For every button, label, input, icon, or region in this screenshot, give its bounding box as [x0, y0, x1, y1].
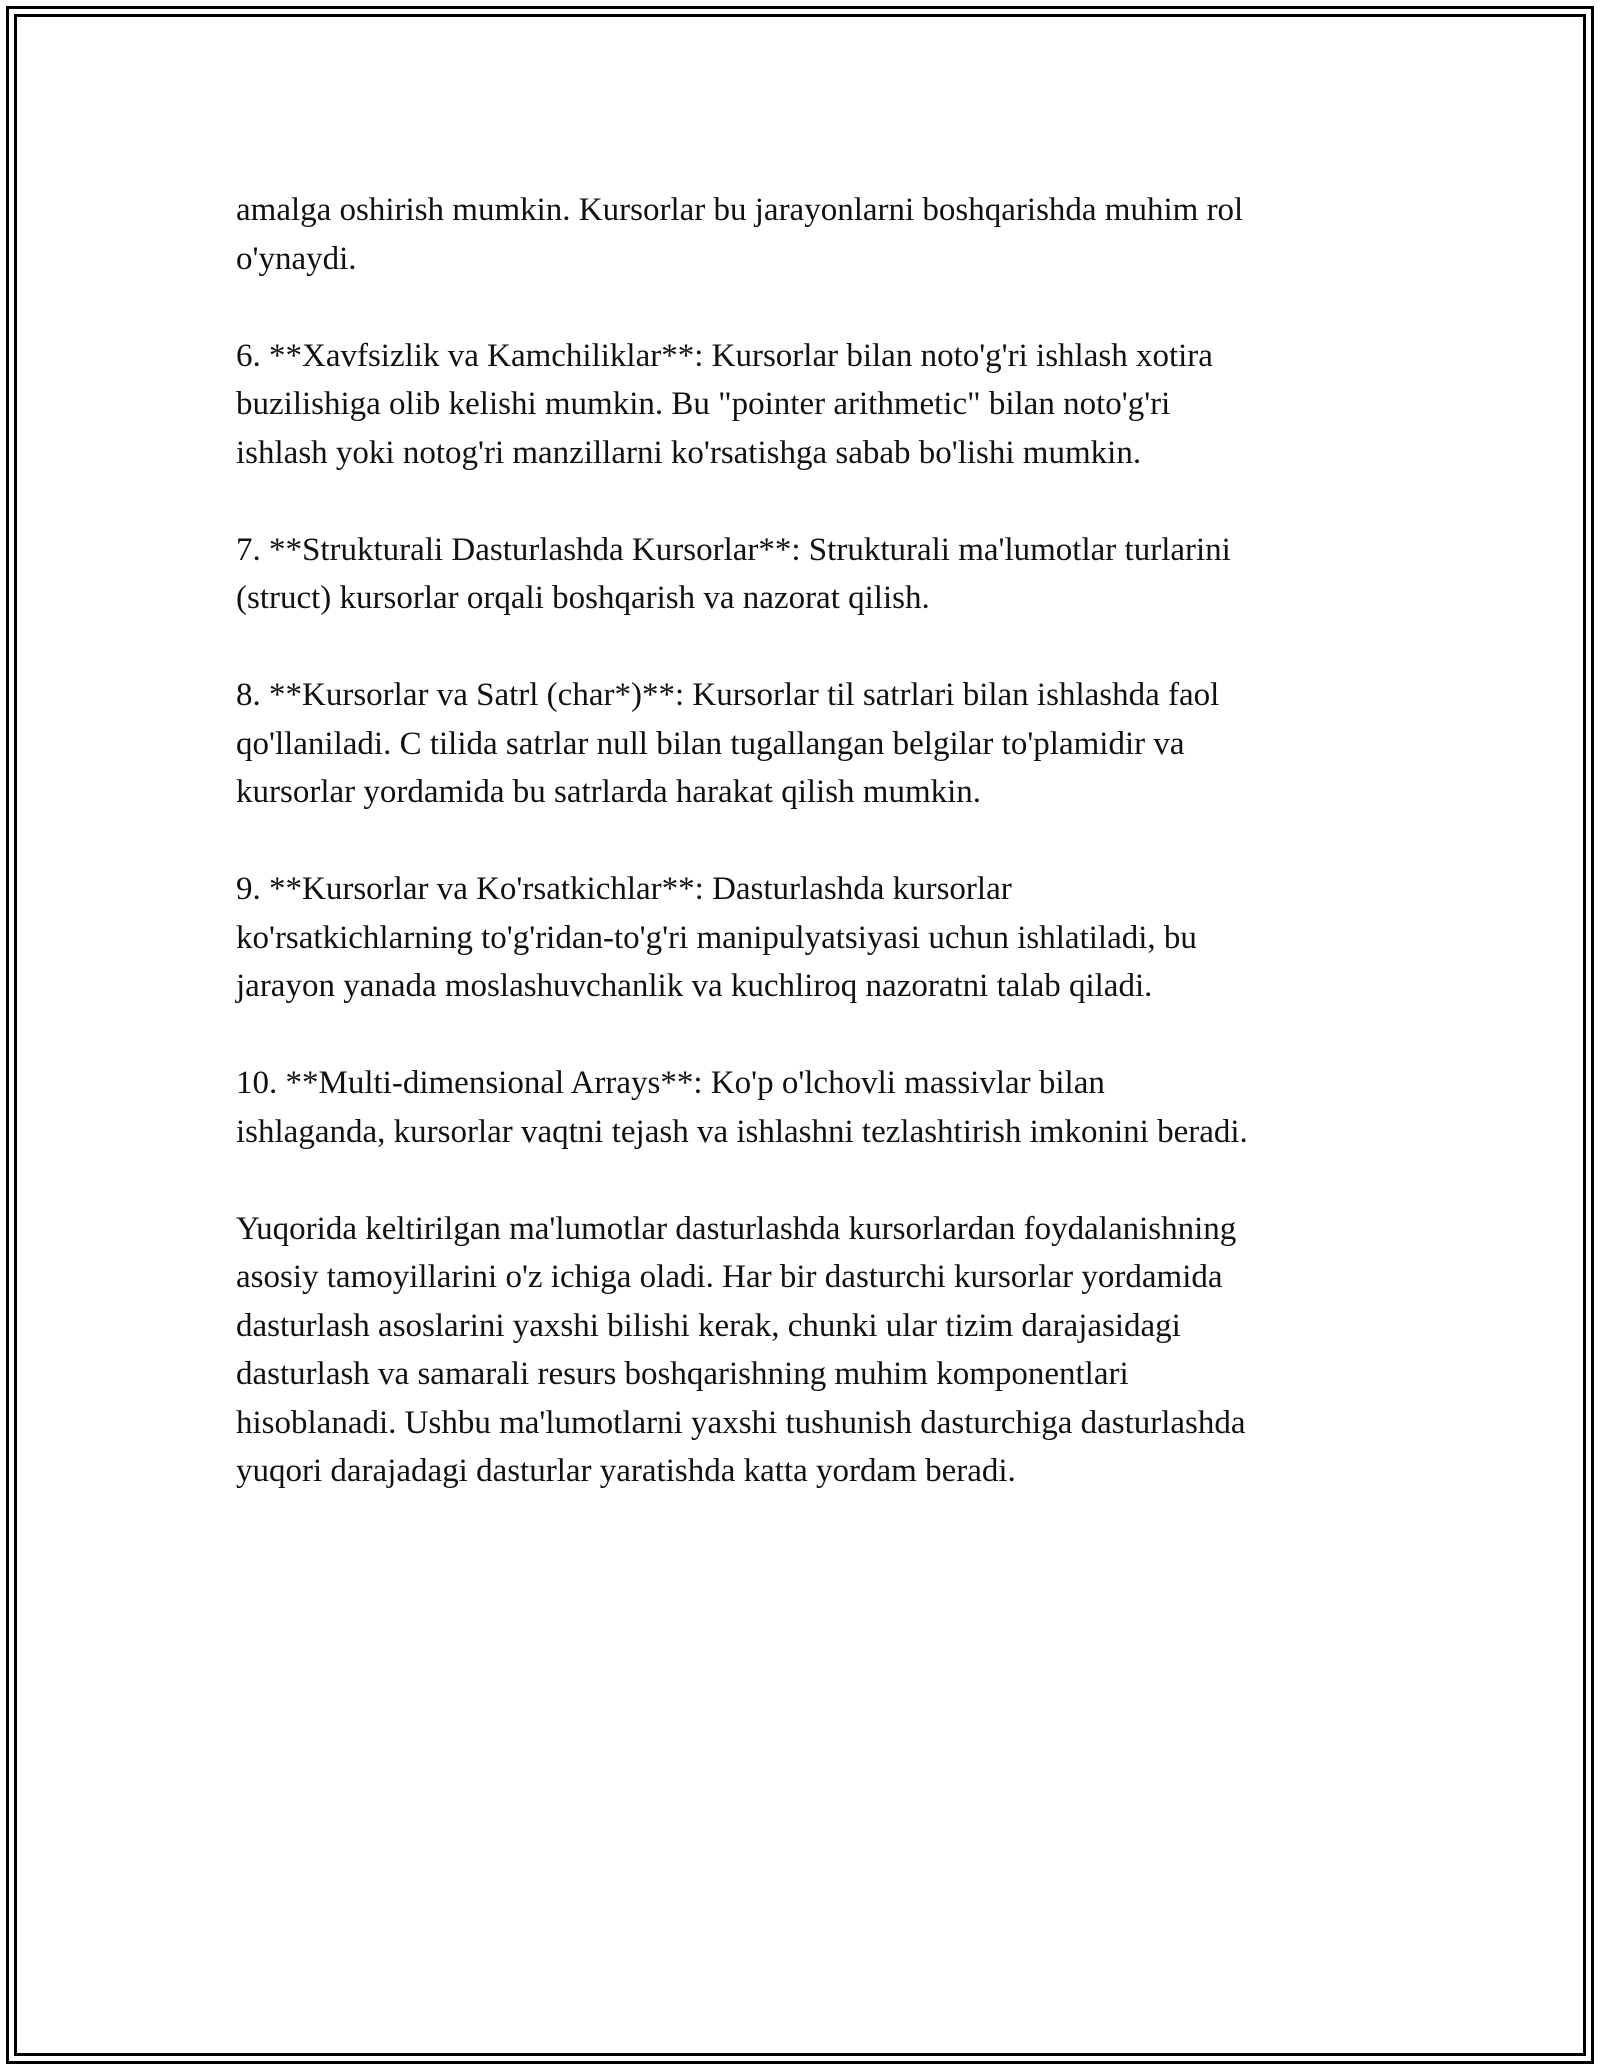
- paragraph-item-7: 7. **Strukturali Dasturlashda Kursorlar**: Strukturali ma'lumotlar turlarini (struct) kursorlar orqali boshqarish va nazorat qilish.: [236, 531, 1231, 616]
- paragraph-item-9: 9. **Kursorlar va Ko'rsatkichlar**: Dasturlashda kursorlar ko'rsatkichlarning to'g'ridan-to'g'ri manipulyatsiyasi uchun ishlatiladi, bu jarayon yanada moslashuvchanlik va kuchliroq nazoratni talab qiladi.: [236, 871, 1197, 1004]
- document-body: [236, 186, 1376, 1496]
- paragraph-continuation: amalga oshirish mumkin. Kursorlar bu jarayonlarni boshqarishda muhim rol o'ynaydi.: [236, 192, 1244, 277]
- paragraph-item-6: 6. **Xavfsizlik va Kamchiliklar**: Kursorlar bilan noto'g'ri ishlash xotira buzilishiga olib kelishi mumkin. Bu "pointer arithmetic" bilan noto'g'ri ishlash yoki notog'ri manzillarni ko'rsatishga sabab bo'lishi mumkin.: [236, 337, 1213, 471]
- paragraph-conclusion: Yuqorida keltirilgan ma'lumotlar dasturlashda kursorlardan foydalanishning asosiy tamoyillarini o'z ichiga oladi. Har bir dasturchi kursorlar yordamida dasturlash asoslarini yaxshi bilishi kerak, chunki ular tizim darajasidagi dasturlash va samarali resurs boshqarishning muhim komponentlari hisoblanadi. Ushbu ma'lumotlarni yaxshi tushunish dasturchiga dasturlashda yuqori darajadagi dasturlar yaratishda katta yordam beradi.: [236, 1210, 1246, 1489]
- paragraph-item-8: 8. **Kursorlar va Satrl (char*)**: Kursorlar til satrlari bilan ishlashda faol qo'llaniladi. C tilida satrlar null bilan tugallangan belgilar to'plamidir va kursorlar yordamida bu satrlarda harakat qilish mumkin.: [236, 677, 1220, 810]
- paragraph-item-10: 10. **Multi-dimensional Arrays**: Ko'p o'lchovli massivlar bilan ishlaganda, kursorlar vaqtni tejash va ishlashni tezlashtirish imkonini beradi.: [236, 1065, 1248, 1150]
